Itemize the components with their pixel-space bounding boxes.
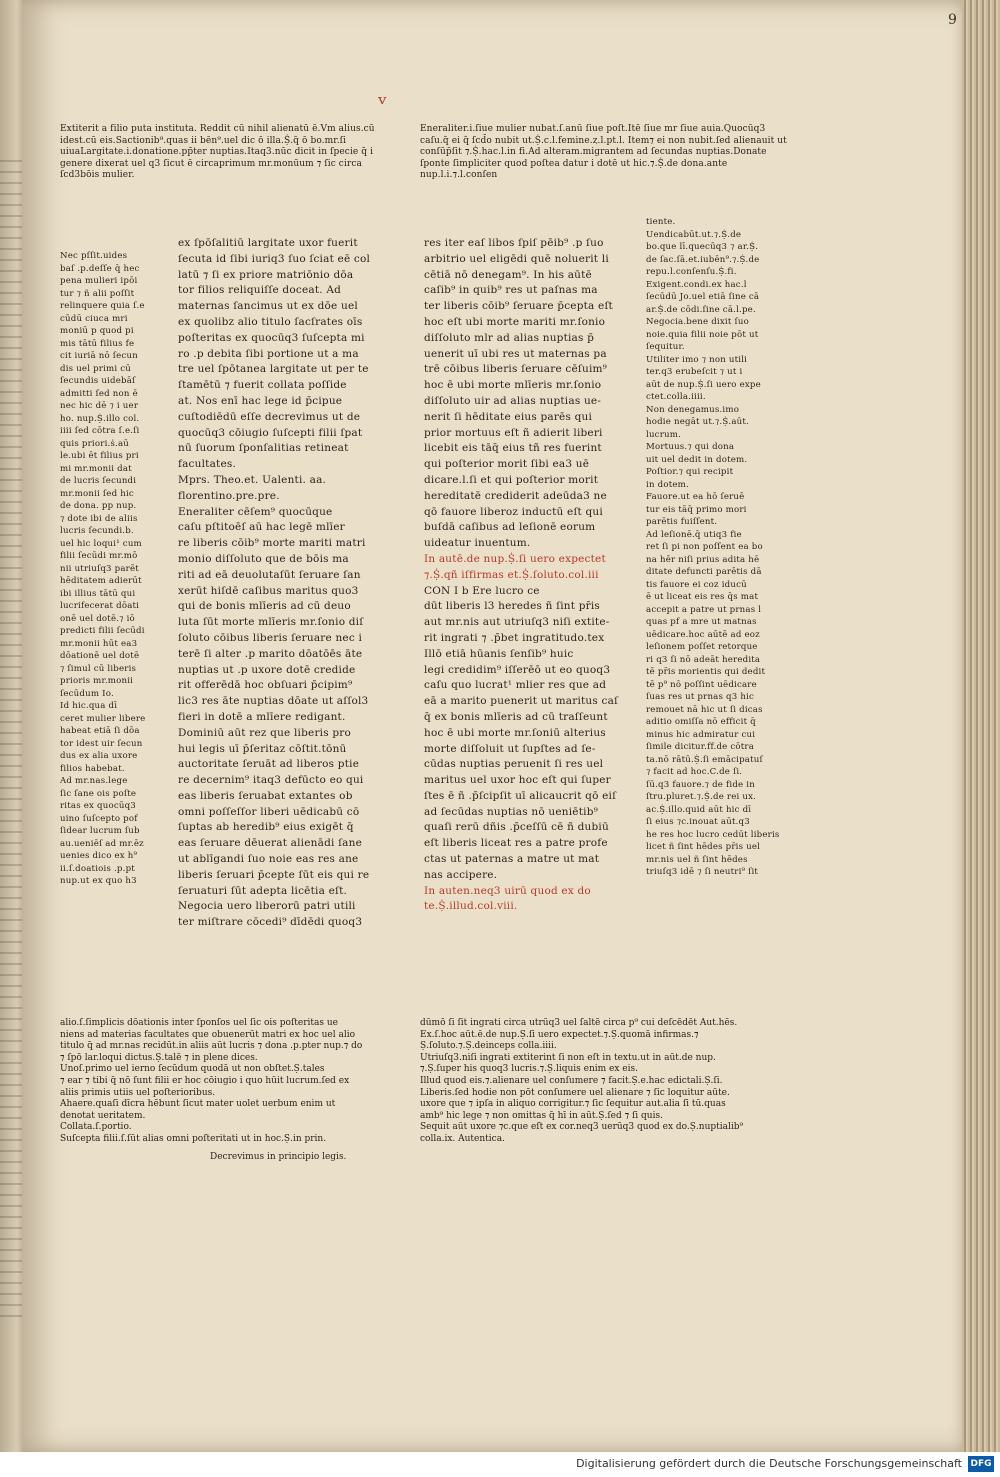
col-left-gloss-line: mr.monii hūt ea3 (60, 638, 138, 649)
col-right-line: hoc ē ubi morte mlīeris mr.ſonio (424, 379, 602, 392)
top-gloss-left-line: Largitate.i.donatione.pp̄ter nuptias. (80, 147, 248, 157)
col-mid-line: florentino.pre.pre. (178, 489, 280, 502)
col-left-gloss-line: ⁊ ſimul cū liberis (60, 663, 137, 674)
col-right-line: uenerit uī ubi res ut maternas pa (424, 347, 607, 360)
col-far-right-line: ſuas res ut prnas q3 hic (646, 692, 755, 702)
col-mid-line: ut ablīgandi ſuo noie eas res ane (178, 853, 359, 866)
dfg-logo: DFG (968, 1456, 994, 1472)
col-left-gloss-line: prioris mr.monii (60, 676, 134, 686)
col-far-right-line: ⁊ facit ad hoc.C.de ſi. (646, 767, 743, 777)
col-far-right-line: de ſac.ſā.et.iubēn⁹.⁊.Ṩ.de (646, 254, 760, 265)
col-mid-line: re liberis cōib⁹ morte mariti matri (178, 537, 366, 550)
col-right-line: diſſoluto mlr ad alias nuptias p̄ (424, 331, 595, 344)
col-mid-line: ſtamētū ⁊ fuerit collata poſſide (178, 379, 347, 392)
col-right-line: rit ingrati ⁊ .p̄bet ingratitudo.tex (424, 631, 605, 644)
col-left-gloss-line: ſic ſane ois poſte (60, 788, 137, 799)
rubric-mark: ᵛ (378, 90, 387, 118)
col-left-gloss-line: Nec pſſit.uides (60, 251, 128, 261)
col-mid-line: ro .p debita ſibi portione ut a ma (178, 347, 359, 360)
col-right-line: licebit eis tāq̄ eius tñ res fuerint (424, 442, 602, 455)
col-far-right-line: ar.Ṩ.de cōdi.ſine cā.l.pe. (646, 304, 756, 315)
col-left-gloss-line: lucrifecerat dōati (60, 601, 140, 611)
col-far-right-line: Negocia.bene dixit ſuo (646, 317, 749, 327)
bottom-gloss-left-line: Collata.ſ.portio. (60, 1122, 132, 1133)
col-mid-line: nuptias ut .p uxore dotē credide (178, 663, 356, 676)
col-left-gloss-line: dus ex alia uxore (60, 751, 138, 761)
col-mid-line: riti ad eā deuolutaſūt ſeruare ſan (178, 568, 361, 581)
col-right-line: te.Ṩ.illud.col.viii. (424, 900, 518, 913)
col-mid-line: ſoluto cōibus liberis ſeruare nec i (178, 631, 362, 644)
col-far-right-line: hodie negāt ut.⁊.Ṩ.aūt. (646, 417, 749, 427)
col-mid-line: qui de bonis mlīeris ad cū deuo (178, 600, 351, 613)
top-gloss-right-line: Ad alteram.migrantem ad ſecundas nuptias. (528, 147, 734, 157)
bottom-gloss-left-line: Ahaere.quaſi dīcra hēbunt ſicut mater uolet uerbum enim ut (60, 1099, 336, 1110)
col-mid-line: facultates. (178, 458, 236, 471)
col-far-right-line: ſi eius ⁊c.inouat aūt.q3 (646, 817, 750, 827)
col-mid-line: at. Nos enī hac lege id p̄cipue (178, 394, 343, 407)
top-gloss-right-line: Quocūq3 caſu.q̄ ei q̄ ſcd̄o nubit ut.Ṩ.c.l.femine.ⱬ.l.pt.l. Item (420, 124, 766, 146)
col-left-gloss-line: cūdū ciuca mri (60, 313, 128, 324)
col-right-line: dicare.l.ſi et qui poſterior morit (424, 473, 599, 486)
col-left-gloss-line: baſ .p.deſſe q̄ hec (60, 263, 140, 274)
bottom-gloss-right-line: dūmō ſi ſit ingrati circa utrūq3 uel ſaltē circa p⁹ cui deſcēdēt Aut.hēs. (420, 1018, 738, 1028)
col-left-gloss-line: uel hic loqui¹ cum (60, 538, 142, 549)
col-far-right-line: tis fauore ei coz iducū (646, 579, 747, 590)
col-far-right-line: mr.nis uel ñ ſint hēdes (646, 854, 748, 865)
col-far-right-line: quas pf a mre ut matnas (646, 617, 757, 627)
col-right-line: trē cōibus liberis ſeruare cēſuim⁹ (424, 363, 608, 376)
col-far-right-line: ſimile dicitur.ff.de cōtra (646, 742, 755, 752)
col-far-right-line: tiente. (646, 217, 676, 227)
col-left-gloss-line: nec hic dē ⁊ i uer (60, 401, 139, 411)
col-mid-line: fieri in dotē a mlīere redigant. (178, 710, 346, 723)
col-far-right-line: Uendicabūt.ut.⁊.Ṩ.de (646, 229, 742, 240)
col-mid-line: liberis ſeruari p̄cepte ſūt eis qui re (178, 868, 370, 881)
col-left-gloss-line: de dona. pp nup. (60, 501, 137, 511)
col-right-line: legi credidim⁹ iſſerēō ut eo quoq3 (424, 663, 611, 676)
col-left-gloss-line: ceret mulier libere (60, 713, 146, 724)
bottom-gloss-left-line: alio.ſ.ſimplicis dōationis inter ſponſos uel ſic ois poſteritas ue (60, 1018, 338, 1028)
col-mid-line: re decernim⁹ itaq3 defūcto eo qui (178, 774, 364, 787)
right-gloss-column (646, 216, 792, 879)
col-right-line: diſſoluto uir ad alias nuptias ue- (424, 394, 602, 407)
top-gloss-left-line: um ⁊ ſic circa ſcd3 (60, 158, 362, 180)
col-far-right-line: tē p⁹ nō poſſint uēdicare (646, 679, 757, 690)
top-gloss-right-line: Eneraliter.i.ſiue mulier nubat.ſ.anū ſiue poſt.Itē ſiue mr ſiue auia. (420, 124, 724, 134)
col-right-line: ter liberis cōib⁹ ſeruare p̄cepta eſt (424, 300, 613, 313)
col-far-right-line: Mortuus.⁊ qui dona (646, 442, 735, 452)
main-text-column-1 (178, 236, 408, 931)
col-far-right-line: in dotem. (646, 479, 689, 490)
col-mid-line: ſeruaturi ſūt adepta licētia eſt. (178, 884, 348, 897)
col-left-gloss-line: mi mr.monii dat (60, 463, 132, 474)
col-mid-line: terē ſi alter .p marito dōatōēs āte (178, 647, 363, 660)
bottom-gloss-left-line: ⁊ ear ⁊ tibi q̄ nō ſunt filii er hoc cōiugio i quo hūit lucrum.ſed ex (60, 1075, 350, 1086)
bottom-gloss-right-line: Sequit aūt uxore ⁊c.que eſt ex cor.neq3 uerūq3 quod ex do.Ṩ.nuptialib⁹ (420, 1122, 744, 1133)
top-gloss-right-line: na.ante nup.l.i.⁊.l.conſen (420, 158, 728, 180)
top-gloss-left-line: Sactionib⁹.quas ii bēn⁹.uel dic ō illa.Ṩ.q̄ ō bo.mr.ſi uiua (60, 135, 347, 157)
col-mid-line: lic3 res āte nuptias dōate ut aſſol3 (178, 695, 369, 708)
col-far-right-line: aūt de nup.Ṩ.ſi uero expe (646, 379, 761, 390)
col-far-right-line: remouet nā hic ut ſi dicas (646, 704, 763, 715)
col-far-right-line: uēdicare.hoc aūtē ad eoz (646, 629, 760, 640)
col-left-gloss-line: ſecūdum Io. (60, 688, 114, 699)
top-gloss-left-line: primum mr.monū (218, 158, 300, 169)
col-far-right-line: ſecūdū Jo.uel etiā ſine cā (646, 292, 760, 302)
col-left-gloss-line: Ad mr.nas.lege (60, 776, 128, 786)
col-left-gloss-line: ſidear lucrum ſub (60, 826, 140, 836)
top-gloss-left-line: bōis mulier. (80, 170, 135, 180)
bottom-gloss-right-line: Utriuſq3.niſi ingrati extiterint ſi non eſt in textu.ut in aūt.de nup. (420, 1052, 716, 1063)
col-right-line: uideatur inuentum. (424, 537, 531, 550)
col-mid-line: tor filios reliquiſſe doceat. Ad (178, 284, 342, 297)
col-right-line: qō fauore liberoz inductū eſt qui (424, 505, 603, 518)
col-left-gloss-line: hēditatem adierūt (60, 576, 142, 586)
col-far-right-line: repu.l.conſenſu.Ṩ.fi. (646, 267, 737, 277)
col-far-right-line: ac.Ṩ.illo.quid aūt hic dī (646, 804, 752, 815)
col-mid-line: ſecuta id ſibi iuriq3 ſuo ſciat eē col (178, 252, 371, 265)
digitization-credit: Digitalisierung gefördert durch die Deutsche Forschungsgemeinschaft (576, 1457, 962, 1470)
bottom-gloss-left-line: aliis primis utiis uel poſterioribus. (60, 1087, 216, 1098)
col-right-line: hereditatē crediderit adeūda3 ne (424, 489, 607, 502)
col-mid-line: rit offerēdā hoc obſuari p̄cipim⁹ (178, 679, 353, 692)
bottom-gloss-left-line: denotat ueritatem. (60, 1110, 146, 1121)
col-right-line: qui poſterior morit ſibi ea3 uē (424, 458, 590, 471)
col-left-gloss-line: le.ubi ēt filius pri (60, 451, 139, 461)
col-right-line: quaſi rerū dñis .p̄ceſſū cē ñ dubiū (424, 821, 609, 834)
col-far-right-line: na hēr niſi prius adita hē (646, 554, 760, 565)
col-left-gloss-line: pena mulieri ipōi (60, 276, 138, 286)
col-mid-line: tre uel ſpōtanea largitate ut per te (178, 363, 369, 376)
footer-bar (0, 1452, 1000, 1477)
col-right-line: Illō etiā hūanis ſenſib⁹ huic (424, 647, 574, 660)
col-right-line: nas accipere. (424, 868, 498, 881)
col-mid-line: caſu pſtitoēſ aū hac legē mlīer (178, 521, 345, 534)
top-gloss-left-line: Extiterit a filio puta instituta. Reddit cū nihil alienatū ē. (60, 124, 321, 134)
col-far-right-line: ri q3 ſi nō adeāt heredita (646, 654, 761, 665)
col-left-gloss-line: ſecundis uidebāſ (60, 376, 136, 386)
col-far-right-line: ē ut liceat eis res q̄s mat (646, 592, 759, 602)
bottom-gloss-right-line: Liberis.ſed hodie non pōt conſumere uel alienare ⁊ ſic loquitur aūte. (420, 1087, 730, 1098)
col-left-gloss-line: dōationē uel dotē (60, 651, 140, 661)
col-right-line: ⁊.Ṩ.qñ iſfirmas et.Ṩ.ſoluto.col.iii (424, 568, 599, 581)
bottom-gloss-left-line: Unoſ.primo uel ierno ſecūdum quodā ut non obſtet.Ṩ.tales (60, 1064, 325, 1075)
col-far-right-line: tur eis tāq̄ primo mori (646, 504, 747, 515)
col-mid-line: Dominiū aūt rez que liberis pro (178, 726, 352, 739)
col-left-gloss-line: uino ſuſcepto pof (60, 813, 138, 824)
col-right-line: eā a marito puenerit ut maritus caſ (424, 695, 619, 708)
top-gloss-left (60, 124, 400, 182)
col-left-gloss-line: relinquere quia ſ.e (60, 301, 145, 311)
col-far-right-line: parētis fuiſſent. (646, 517, 718, 527)
col-left-gloss-line: ii.ſ.doatiois .p.pt (60, 863, 135, 874)
col-right-line: caſu quo lucrat¹ mlier res que ad (424, 679, 607, 692)
col-mid-line: luta ſūt morte mlīeris mr.ſonio diſ (178, 616, 364, 629)
col-mid-line: eas ſeruare dēuerat alienādi ſane (178, 837, 363, 850)
col-left-gloss-line: onē uel dotē.⁊ iō (60, 613, 135, 624)
col-far-right-line: leſionem poſſet retorque (646, 642, 758, 652)
col-far-right-line: uit uel dedit in dotem. (646, 454, 748, 465)
col-left-gloss-line: mr.monii ſed hic (60, 488, 134, 499)
top-gloss-right (420, 124, 790, 182)
col-right-line: CON I b Ere lucro ce (424, 584, 540, 597)
col-right-line: hoc eſt ubi morte mariti mr.ſonio (424, 315, 606, 328)
col-left-gloss-line: mis tātū filius fe (60, 338, 135, 349)
left-gloss-column (60, 250, 172, 888)
col-far-right-line: bo.que lī.quecūq3 ⁊ ar.Ṩ. (646, 242, 759, 252)
col-far-right-line: ctet.colla.iiii. (646, 392, 706, 402)
bottom-gloss-left-line: titulo q̄ ad mr.nas recidūt.in aliis aūt lucris ⁊ dona .p.pter nup.⁊ do (60, 1041, 363, 1052)
col-right-line: cūdas nuptias peruenit ſi res uel (424, 758, 604, 771)
col-left-gloss-line: admitti ſed non ē (60, 388, 138, 399)
col-left-gloss-line: habeat etiā ſi dōa (60, 726, 140, 736)
col-right-line: aut mr.nis aut utriuſq3 niſi extite- (424, 616, 610, 629)
col-right-line: caſib⁹ in quib⁹ res ut paſnas ma (424, 284, 598, 297)
col-far-right-line: lucrum. (646, 429, 682, 440)
col-far-right-line: minus hic admiratur cui (646, 729, 756, 740)
bottom-gloss-right-line: Illud quod eis.⁊.alienare uel conſumere ⁊ facit.Ṩ.e.hac edictali.Ṩ.ſi. (420, 1075, 723, 1086)
main-text-column-2 (424, 236, 636, 915)
col-far-right-line: ſū.q3 fauore.⁊ de fide in (646, 779, 755, 790)
col-far-right-line: ſtru.pluret.⁊.Ṩ.de rei ux. (646, 792, 757, 802)
col-right-line: In autē.de nup.Ṩ.ſi uero expectet (424, 552, 606, 565)
col-right-line: ſtes ē ñ .p̄ſcipſit uī alicaucrit qō eiſ (424, 789, 617, 802)
col-far-right-line: accepit a patre ut prnas l (646, 604, 762, 615)
right-page-stack (962, 0, 1000, 1452)
bottom-gloss-right-line: Ex.ſ.hoc aūt.ē.de nup.Ṩ.ſi uero expectet.⁊.Ṩ.quomā infirmas.⁊ (420, 1029, 699, 1040)
col-left-gloss-line: ho. nup.Ṩ.illo col. (60, 413, 140, 424)
col-right-line: arbitrio uel eligēdi quē noluerit li (424, 252, 609, 265)
bottom-gloss-right (420, 1018, 800, 1146)
top-gloss-left-line: Itaq3.nūc dicit in ſpecie q̄ i genere dixerat uel q3 ſicut ē circa (60, 147, 374, 169)
bottom-gloss-right-line: uxore que ⁊ ipſa in aliquo corrigitur.⁊ ſic ſequitur aut.alia ſi tū.quas (420, 1099, 726, 1110)
bottom-gloss-left-line: Suſcepta filii.ſ.ſūt alias omni poſteritati ut in hoc.Ṩ.in prin. (60, 1133, 327, 1144)
col-right-line: cētiā nō denegam⁹. In his aūtē (424, 268, 592, 281)
col-mid-line: quocūq3 cōiugio ſuſcepti filii ſpat (178, 426, 363, 439)
col-left-gloss-line: cit iuriā nō ſecun (60, 351, 138, 361)
col-left-gloss-line: predicti filii ſecūdi (60, 626, 145, 636)
col-right-line: dūt liberis l3 heredes ñ ſint pr̄is (424, 600, 600, 613)
col-left-gloss-line: nup.ut ex quo h3 (60, 876, 137, 886)
col-left-gloss-line: Id hic.qua dī (60, 701, 118, 711)
col-far-right-line: Fauore.ut ea hō ſeruē (646, 492, 745, 502)
col-mid-line: ter miſtrare cōcedi⁹ dīdēdi quoq3 (178, 916, 363, 929)
col-far-right-line: ter.q3 erubeſcit ⁊ ut i (646, 367, 743, 377)
col-left-gloss-line: nii utriuſq3 parēt (60, 563, 139, 574)
col-mid-line: ſuptas ab heredib⁹ eius exigēt q̄ (178, 821, 354, 834)
col-far-right-line: Exigent.condi.ex hac.l (646, 279, 747, 290)
col-mid-line: nū ſuorum ſponſalitias retineat (178, 442, 349, 455)
col-mid-line: latū ⁊ ſi ex priore matriōnio dōa (178, 268, 354, 281)
col-mid-line: xerūt hiſdē caſibus maritus quo3 (178, 584, 359, 597)
bottom-gloss-left-line: ⁊ ſpō lar.loqui dictus.Ṩ.talē ⁊ in plene dices. (60, 1052, 258, 1063)
col-left-gloss-line: uenies dico ex h⁹ (60, 851, 138, 861)
col-far-right-line: Ad leſionē.q̄ utiq3 fie (646, 529, 742, 540)
col-right-line: ad ſecūdas nuptias nō ueniētib⁹ (424, 805, 599, 818)
bottom-gloss-right-line: ⁊.Ṩ.ſuper his quoq3 lucris.⁊.Ṩ.liquis enim ex eis. (420, 1064, 638, 1075)
col-far-right-line: he res hoc lucro cedūt liberis (646, 829, 780, 840)
col-left-gloss-line: dis uel primi cū (60, 363, 132, 374)
col-far-right-line: ta.nō rātū.Ṩ.ſi emācipatuſ (646, 754, 763, 765)
col-far-right-line: aditio omiſſa nō efficit q̄ (646, 717, 756, 727)
col-far-right-line: tē pr̄is morientis qui dedit (646, 667, 766, 677)
col-mid-line: auctoritate ſeruāt ad liberos ptie (178, 758, 360, 771)
col-left-gloss-line: filii ſecūdi mr.mō (60, 551, 138, 561)
col-mid-line: eas liberis ſeruabat extantes ob (178, 789, 353, 802)
col-right-line: maritus uel uxor hoc eſt qui ſuper (424, 774, 611, 787)
col-far-right-line: triuſq3 idē ⁊ ſi neutri⁹ ſit (646, 867, 759, 877)
col-far-right-line: ſequitur. (646, 342, 685, 352)
col-far-right-line: ret ſi pi non poſſent ea bo (646, 542, 763, 552)
col-left-gloss-line: tor idest uir ſecun (60, 738, 143, 749)
col-mid-line: ex ſpōſalitiū largitate uxor fuerit (178, 237, 358, 249)
col-far-right-line: licet ñ ſint hēdes pr̄is uel (646, 842, 761, 852)
col-right-line: prior mortuus eſt ñ adierit liberi (424, 426, 603, 439)
col-right-line: hoc ē ubi morte mr.ſoniū alterius (424, 726, 606, 739)
col-mid-line: poſteritas ex quocūq3 ſuſcepta mi (178, 331, 365, 344)
bottom-gloss-left (60, 1018, 410, 1146)
col-left-gloss-line: au.ueniēſ ad mr.ēz (60, 838, 144, 849)
col-mid-line: monio diſſoluto que de bōis ma (178, 552, 349, 565)
col-left-gloss-line: ibi illius tātū qui (60, 588, 136, 599)
col-mid-line: cuſtodiēdū eſſe decrevimus ut de (178, 410, 361, 423)
col-left-gloss-line: de lucris ſecundi (60, 476, 137, 486)
col-left-gloss-line: lucris ſecundi.b. (60, 526, 134, 536)
col-far-right-line: Utiliter imo ⁊ non utili (646, 354, 748, 365)
col-left-gloss-line: filios habebat. (60, 763, 125, 774)
bottom-gloss-middle-line: Decrevimus in principio legis. (210, 1152, 347, 1162)
bottom-gloss-right-line: amb⁹ hic lege ⁊ non omittas q̄ hī in aūt.Ṩ.ſed ⁊ ſi quis. (420, 1110, 663, 1121)
top-gloss-right-line: Donate ſponte ſimpliciter quod poſtea datur i dotē ut hic.⁊.Ṩ.de do (420, 147, 767, 169)
col-mid-line: Negocia uero liberorū patri utili (178, 900, 356, 913)
col-right-line: nerit ſi hēditate eius parēs qui (424, 410, 593, 423)
col-mid-line: hui legis uī p̄ſeritaz cōſtit.tōnū (178, 742, 347, 755)
col-right-line: eſt liberis liceat res a patre profe (424, 837, 608, 850)
col-far-right-line: Poſtior.⁊ qui recipit (646, 467, 734, 477)
bottom-gloss-left-line: niens ad materias facultates que obuenerūt matri ex hoc uel alio (60, 1029, 356, 1040)
folio-number: 9 (948, 12, 957, 28)
col-mid-line: ex quolibz alio titulo ſacſrates oīs (178, 315, 363, 328)
col-far-right-line: Non denegamus.imo (646, 404, 740, 415)
col-right-line: q̄ ex bonis mlīeris ad cū traſſeunt (424, 710, 608, 723)
col-right-line: ctas ut paternas a matre ut mat (424, 853, 600, 866)
col-mid-line: Eneraliter cēſem⁹ quocūque (178, 505, 333, 518)
bottom-gloss-right-line: Ṩ.ſoluto.⁊.Ṩ.deinceps colla.iiii. (420, 1041, 557, 1052)
col-left-gloss-line: moniū p quod pi (60, 326, 134, 336)
col-left-gloss-line: ritas ex quocūq3 (60, 801, 136, 811)
col-left-gloss-line: tur ⁊ ñ alii poſſit (60, 288, 135, 299)
col-right-line: buſdā caſibus ad leſionē eorum (424, 521, 596, 534)
col-right-line: res iter eaſ libos ſpiſ pēib⁹ .p ſuo (424, 237, 604, 249)
col-mid-line: maternas ſancimus ut ex dōe uel (178, 300, 358, 313)
bottom-gloss-middle (210, 1152, 410, 1164)
col-left-gloss-line: quis priori.ṡ.aū (60, 438, 130, 449)
col-mid-line: Mprs. Theo.et. Ualenti. aa. (178, 473, 327, 486)
col-mid-line: omni poſſeſſor liberi uēdicabū cō (178, 805, 360, 818)
col-left-gloss-line: ⁊ dote ibi de aliis (60, 513, 138, 524)
col-right-line: In auten.neq3 uirū quod ex do (424, 884, 591, 897)
col-far-right-line: ditate defuncti parētis dā (646, 567, 762, 577)
bottom-gloss-right-line: colla.ix. Autentica. (420, 1133, 505, 1144)
col-right-line: morte diſſoluit ut ſupſtes ad ſe- (424, 742, 596, 755)
top-gloss-left-line: Vm alius.cū idest.cū eis. (60, 124, 375, 146)
col-left-gloss-line: iiii ſed cōtra ſ.e.ſi (60, 426, 140, 436)
top-gloss-right-line: ⁊ ei non nubit.ſed alienauit ut conſūp̄ſit ⁊.Ṩ.hac.l.in fi. (420, 135, 787, 157)
col-far-right-line: noie.quia filii noie pōt ut (646, 329, 759, 340)
